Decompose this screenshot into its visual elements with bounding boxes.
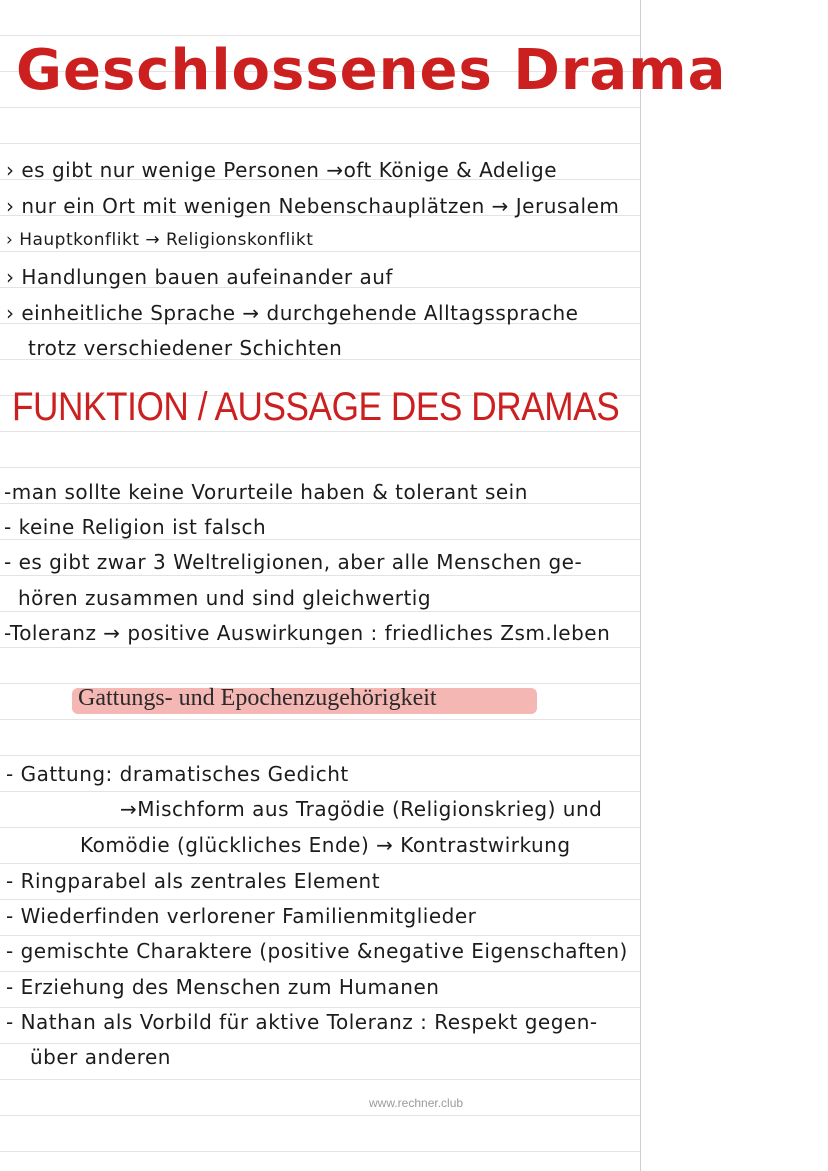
list-item: - es gibt zwar 3 Weltreligionen, aber alle Menschen ge-	[4, 550, 583, 574]
section-heading: FUNKTION / AUSSAGE DES DRAMAS	[12, 385, 620, 429]
page-title: Geschlossenes Drama	[16, 38, 727, 103]
list-item: - gemischte Charaktere (positive &negative Eigenschaften)	[6, 939, 628, 963]
list-item: -Toleranz → positive Auswirkungen : friedliches Zsm.leben	[4, 621, 611, 645]
list-item: - keine Religion ist falsch	[4, 515, 267, 539]
list-item: › nur ein Ort mit wenigen Nebenschauplätzen → Jerusalem	[6, 194, 620, 218]
list-item: hören zusammen und sind gleichwertig	[18, 586, 432, 610]
list-item: über anderen	[30, 1045, 171, 1069]
right-margin	[641, 0, 828, 1171]
list-item: › Hauptkonflikt → Religionskonflikt	[6, 230, 314, 250]
list-item: →Mischform aus Tragödie (Religionskrieg) und	[120, 797, 603, 821]
list-item: trotz verschiedener Schichten	[28, 336, 343, 360]
list-item: › einheitliche Sprache → durchgehende Alltagssprache	[6, 301, 579, 325]
list-item: Komödie (glückliches Ende) → Kontrastwirkung	[80, 833, 571, 857]
list-item: -man sollte keine Vorurteile haben & tolerant sein	[4, 480, 528, 504]
list-item: - Erziehung des Menschen zum Humanen	[6, 975, 440, 999]
section-heading: Gattungs- und Epochenzugehörigkeit	[78, 685, 437, 711]
list-item: - Gattung: dramatisches Gedicht	[6, 762, 349, 786]
list-item: › es gibt nur wenige Personen →oft Könige & Adelige	[6, 158, 558, 182]
list-item: - Ringparabel als zentrales Element	[6, 869, 381, 893]
list-item: › Handlungen bauen aufeinander auf	[6, 265, 393, 289]
footer-watermark: www.rechner.club	[369, 1096, 464, 1110]
list-item: - Nathan als Vorbild für aktive Toleranz : Respekt gegen-	[6, 1010, 598, 1034]
list-item: - Wiederfinden verlorener Familienmitglieder	[6, 904, 477, 928]
